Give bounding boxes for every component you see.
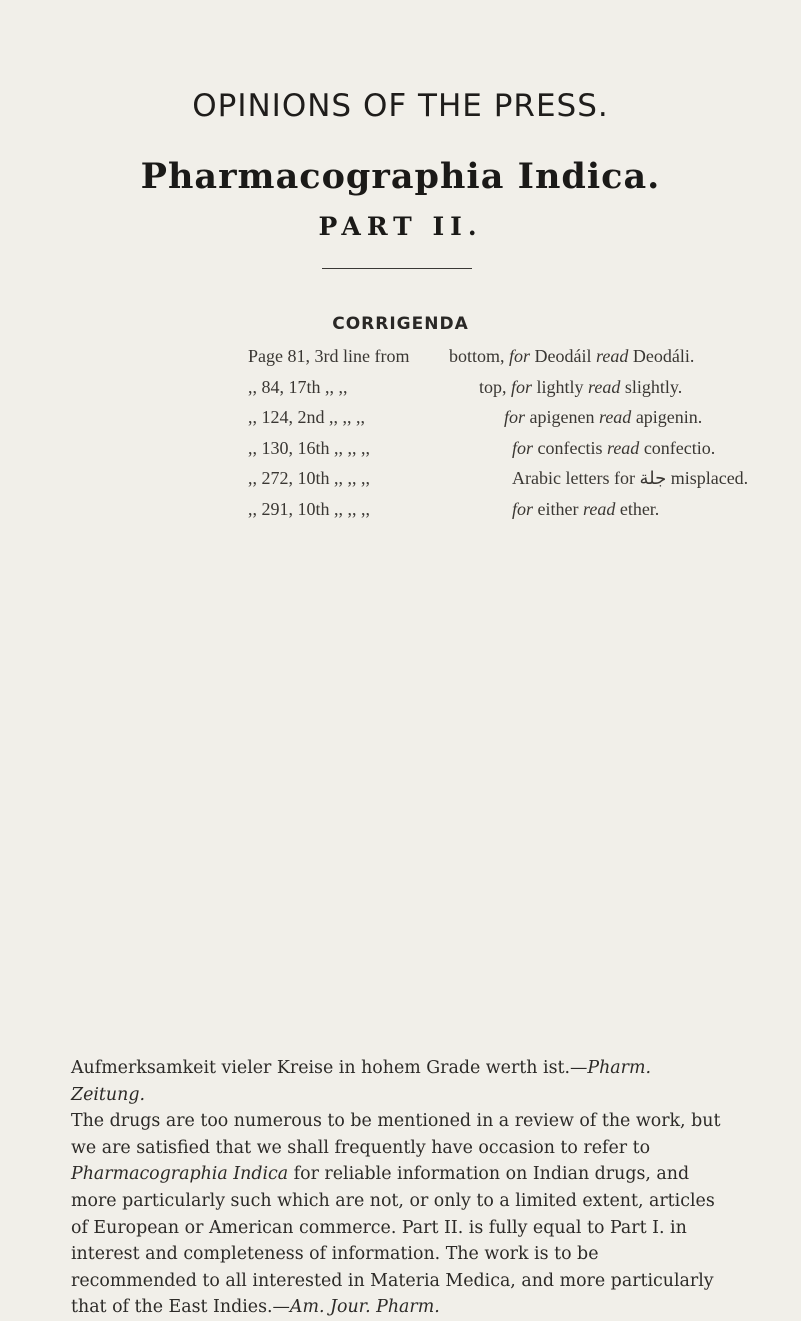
arabic-text: جلة [639, 468, 667, 489]
corrigenda-text: for apigenen read apigenin. [504, 407, 703, 427]
corrigenda-list [248, 346, 788, 529]
corrigenda-ref: ,, 124, 2nd ,, ,, ,, [248, 407, 365, 427]
corrigenda-heading: CORRIGENDA [332, 314, 469, 334]
review-source: Am. Jour. Pharm. [289, 1297, 440, 1318]
corrigenda-entry [248, 346, 788, 377]
corrigenda-ref: ,, 130, 16th ,, ,, ,, [248, 437, 371, 458]
corrigenda-ref: ,, 291, 10th ,, ,, ,, [248, 498, 371, 519]
divider-rule [322, 268, 472, 269]
corrigenda-ref: ,, 84, 17th ,, ,, [248, 376, 348, 397]
book-title-ref: Pharmacographia Indica [71, 1164, 289, 1185]
corrigenda-entry [248, 377, 788, 408]
corrigenda-text: for either read ether. [512, 498, 660, 519]
review-paragraph: The drugs are too numerous to be mentioned in a review of the work, but we are satisfied that we shall frequently have occasion to refer to Pharmacographia Indica for reliable information on Indian drugs, and more particularly such which are not, or only to a limited extent, articles of European or American commerce. Part II. is fully equal to Part I. in interest and completeness of information. The work is to be recommended to all interested in Materia Medica, and more particularly that of the East Indies.—Am. Jour. Pharm. [71, 1111, 721, 1318]
part-label: PART II. [318, 212, 483, 241]
corrigenda-text: for confectis read confectio. [512, 437, 716, 458]
corrigenda-entry [248, 499, 788, 530]
review-paragraph: Aufmerksamkeit vieler Kreise in hohem Grade werth ist.—Pharm. Zeitung. [71, 1058, 652, 1105]
corrigenda-entry [248, 407, 788, 438]
corrigenda-text: top, for lightly read slightly. [479, 376, 683, 397]
corrigenda-ref: ,, 272, 10th ,, ,, ,, [248, 468, 371, 488]
page-heading: OPINIONS OF THE PRESS. [192, 88, 609, 124]
corrigenda-text: Arabic letters for جلة misplaced. [512, 468, 749, 489]
corrigenda-text: bottom, for Deodáil read Deodáli. [449, 346, 695, 366]
review-source: Pharm. Zeitung. [71, 1058, 652, 1105]
corrigenda-entry [248, 438, 788, 469]
press-reviews [71, 1055, 723, 1321]
corrigenda-ref: Page 81, 3rd line from [248, 346, 410, 366]
book-title: Pharmacographia Indica. [140, 156, 661, 197]
corrigenda-entry [248, 468, 788, 499]
